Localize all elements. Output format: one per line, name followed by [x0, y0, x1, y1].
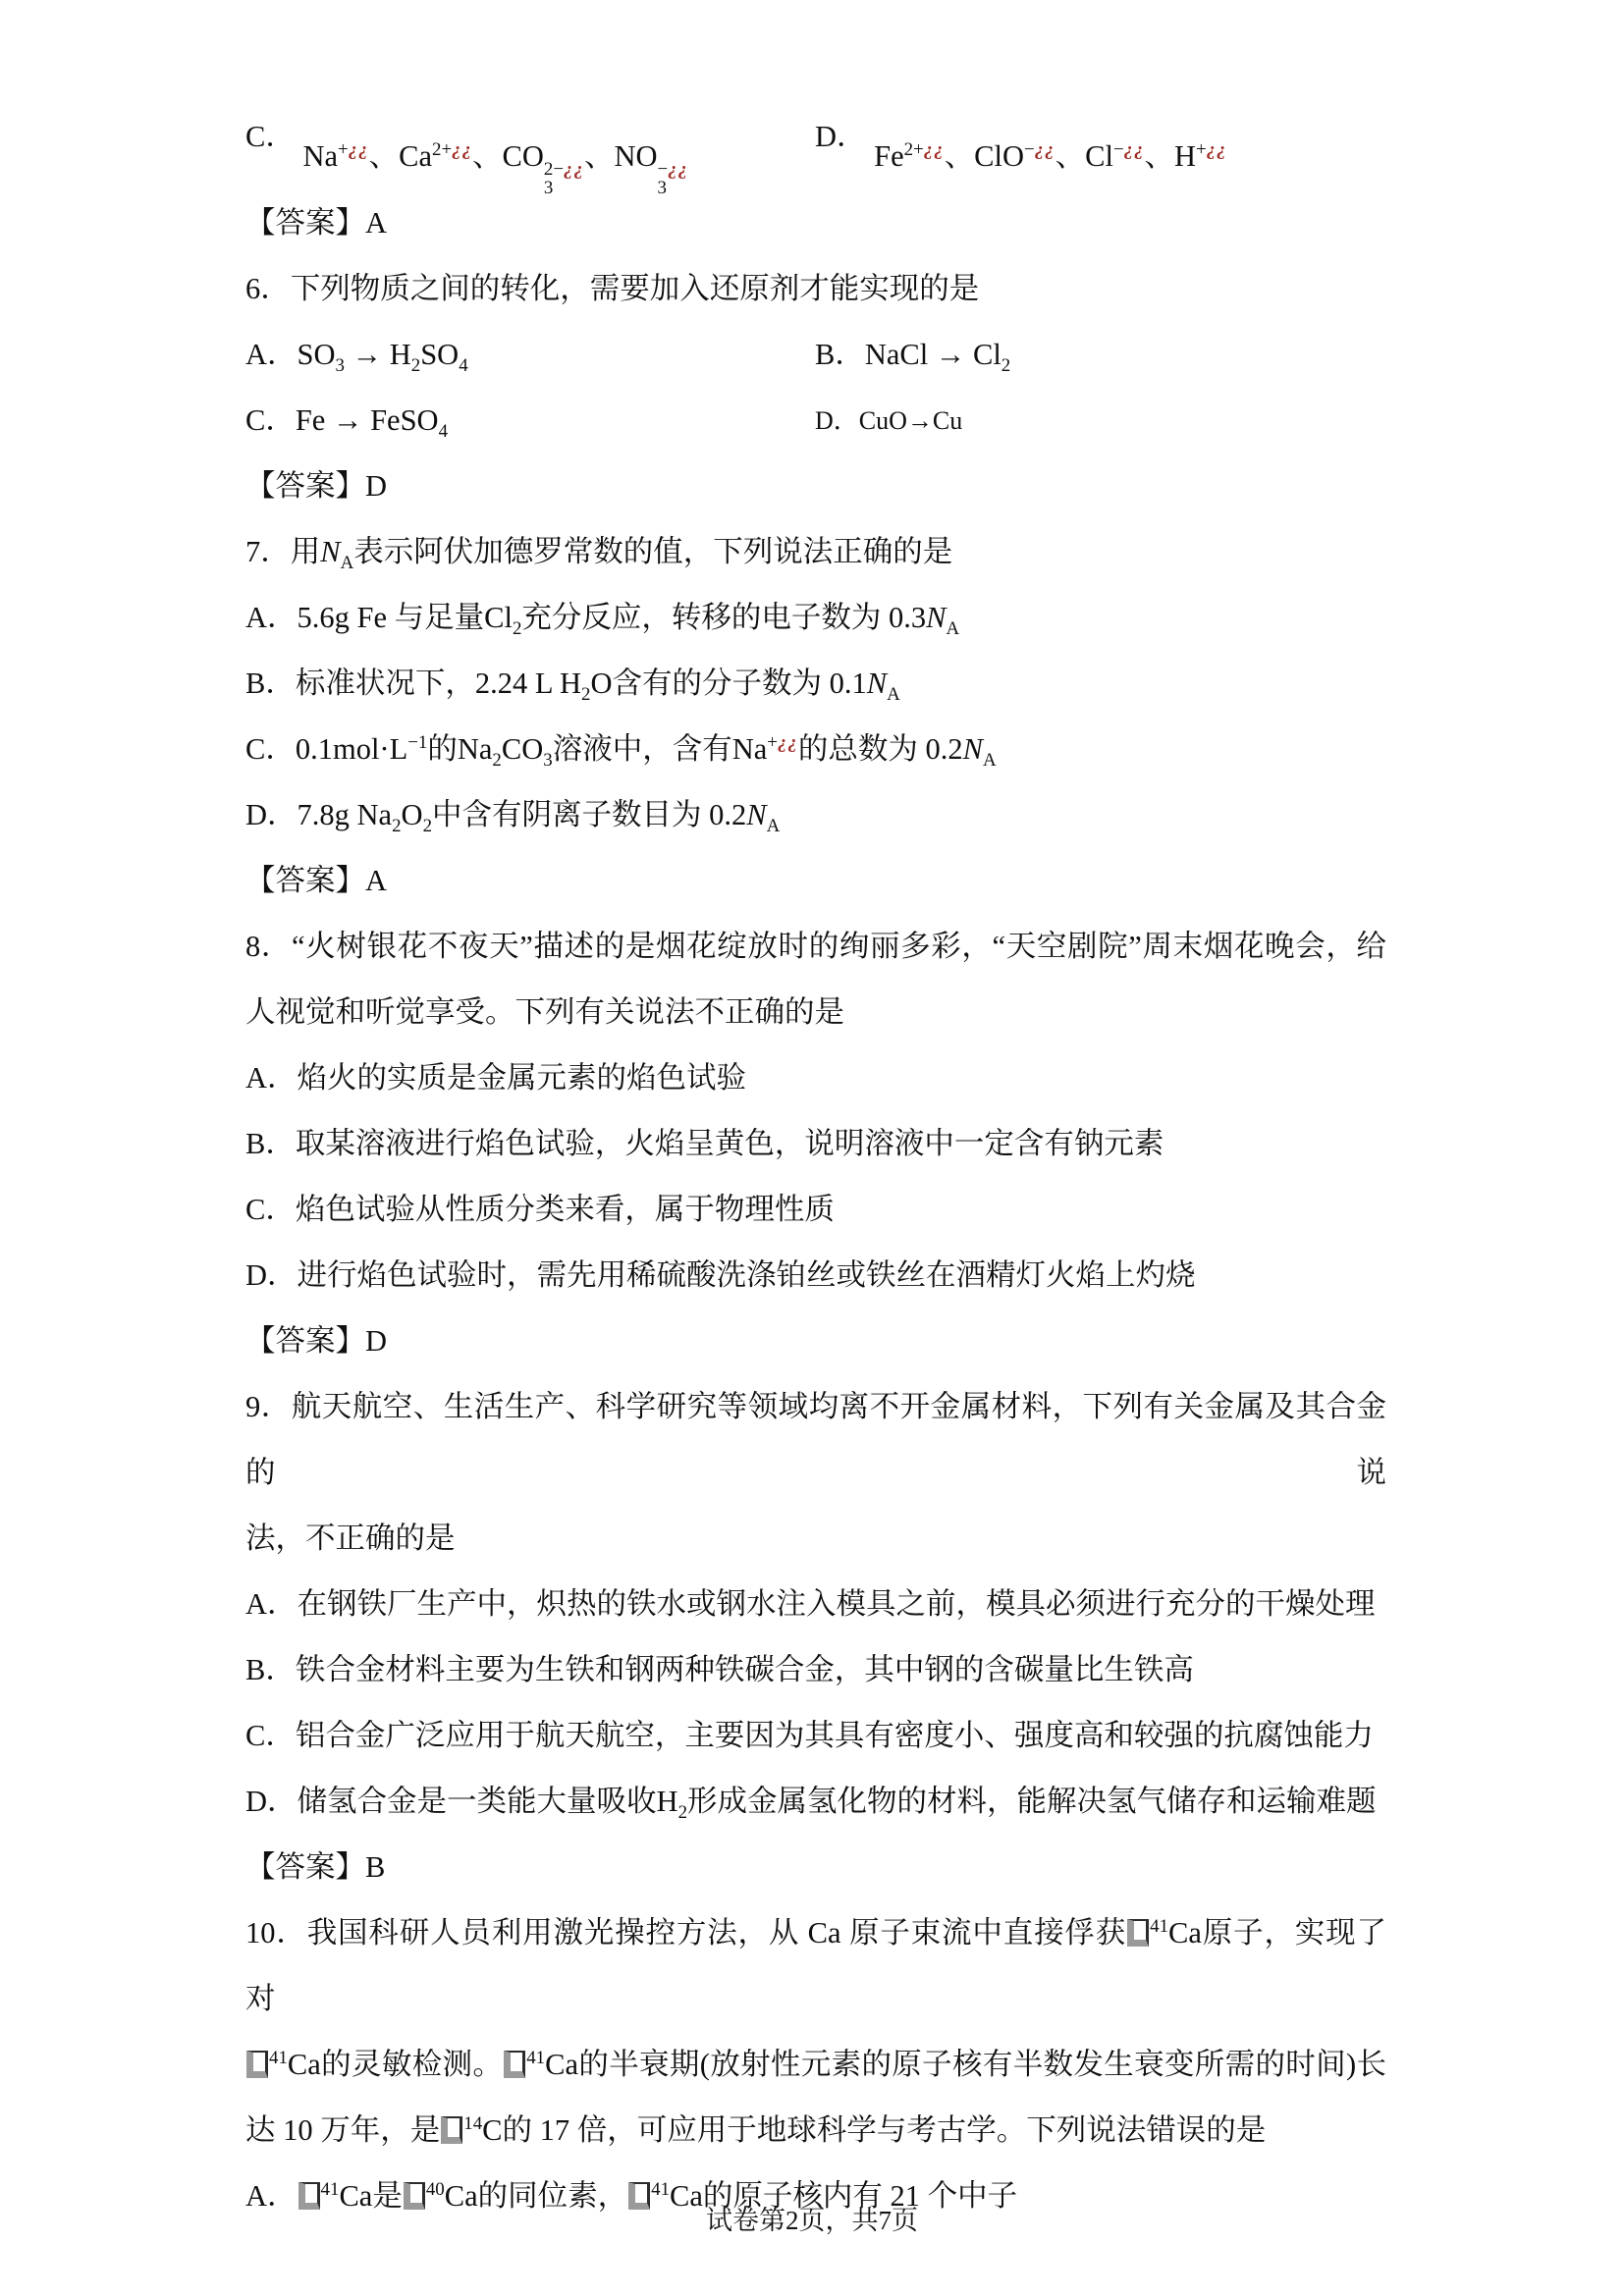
q5-option-d-label: D．: [815, 120, 867, 153]
q5-option-d-formula: $Fe^{2+¿¿}$、ClO−¿¿、Cl−¿¿、H+¿¿: [874, 138, 1227, 173]
q10-option-a: A． $^{41}$Ca是 $^{40}$Ca的同位素， $^{41}$Ca的原子核内有 21 个中子: [245, 2179, 1018, 2214]
q8-option-a: A．焰火的实质是金属元素的焰色试验: [245, 1061, 747, 1095]
q5-options-row: [245, 116, 1386, 199]
page-footer: 试卷第2页，共7页: [706, 2206, 918, 2235]
answer-prefix: 【答案】: [245, 206, 365, 240]
q5-option-c-formula: Na+¿¿、$Ca^{2+¿¿}$、CO 2−¿¿ 3 、NO −¿¿ 3: [302, 138, 689, 199]
q8-option-d: D．进行焰色试验时，需先用稀硫酸洗涤铂丝或铁丝在酒精灯火焰上灼烧: [245, 1258, 1196, 1293]
latex-artifact: ¿¿: [1123, 138, 1145, 160]
q7-option-a: A．5.6g Fe 与足量$Cl_2$充分反应，转移的电子数为 $0.3N_A$: [245, 601, 960, 640]
q7-answer: A: [365, 864, 388, 898]
q7-option-c: C．$0.1mol\cdot L^{-1}$的$Na_2CO_3$溶液中，含有Na+¿¿的总数为 $0.2N_A$: [245, 732, 997, 772]
q9-stem-line-1: 9．航天航空、生活生产、科学研究等领域均离不开金属材料，下列有关金属及其合金的说: [245, 1390, 1386, 1490]
q6-option-a: A．$SO_3 \to H_2SO_4$: [245, 338, 468, 377]
latex-artifact: ¿¿: [564, 158, 584, 180]
q6-answer: D: [365, 469, 388, 504]
missing-glyph-box: [504, 2051, 525, 2078]
q6-option-b: B．NaCl → $Cl_2$: [815, 338, 1011, 377]
q8-answer: D: [365, 1324, 388, 1359]
q9-option-d: D．储氢合金是一类能大量吸收$H_2$形成金属氢化物的材料，能解决氢气储存和运输难题: [245, 1785, 1377, 1824]
q8-option-c: C．焰色试验从性质分类来看，属于物理性质: [245, 1193, 835, 1227]
q5-option-d: [815, 116, 1386, 190]
q8-stem-line-2: 人视觉和听觉享受。下列有关说法不正确的是: [245, 995, 844, 1030]
latex-artifact: ¿¿: [923, 138, 945, 160]
q6-options-row-2: [245, 388, 1386, 454]
latex-artifact: ¿¿: [452, 138, 473, 160]
q6-answer-line: [245, 454, 1386, 519]
q5-option-c-label: C．: [245, 120, 296, 153]
answer-prefix: 【答案】: [245, 1324, 365, 1359]
q7-option-d: D．7.8g $Na_2O_2$中含有阴离子数目为 $0.2N_A$: [245, 798, 781, 837]
q9-option-b: B．铁合金材料主要为生铁和钢两种铁碳合金，其中钢的含碳量比生铁高: [245, 1653, 1194, 1687]
q8-option-b: B．取某溶液进行焰色试验，火焰呈黄色，说明溶液中一定含有钠元素: [245, 1127, 1164, 1161]
q9-option-c: C．铝合金广泛应用于航天航空，主要因为其具有密度小、强度高和较强的抗腐蚀能力: [245, 1719, 1374, 1753]
q10-stem-line-1: 10．我国科研人员利用激光操控方法，从 Ca 原子束流中直接俘获 $^{41}$Ca原子，实现了对: [245, 1916, 1386, 2016]
latex-artifact: ¿¿: [668, 158, 689, 180]
answer-prefix: 【答案】: [245, 469, 365, 504]
q7-stem: 7．用$N_A$表示阿伏加德罗常数的值，下列说法正确的是: [245, 535, 953, 574]
q9-stem-line-2: 法，不正确的是: [245, 1522, 456, 1556]
q9-answer: B: [365, 1850, 386, 1885]
latex-artifact: ¿¿: [777, 732, 798, 754]
q9-answer-line: [245, 1835, 1386, 1900]
q6-stem: 6．下列物质之间的转化，需要加入还原剂才能实现的是: [245, 272, 980, 306]
q10-stem-line-2: $^{41}$Ca的灵敏检测。 $^{41}$Ca的半衰期(放射性元素的原子核有半数发生衰变所需的时间)长: [245, 2032, 1386, 2098]
q8-stem-line-1: 8．“火树银花不夜天”描述的是烟花绽放时的绚丽多彩，“天空剧院”周末烟花晚会，给: [245, 930, 1386, 964]
q7-option-b: B．标准状况下，2.24 L $H_2O$含有的分子数为 $0.1N_A$: [245, 667, 900, 706]
missing-glyph-box: [1127, 1919, 1149, 1947]
q5-answer: A: [365, 206, 388, 240]
latex-artifact: ¿¿: [1034, 138, 1056, 160]
latex-artifact: ¿¿: [1206, 138, 1227, 160]
answer-prefix: 【答案】: [245, 1850, 365, 1885]
exam-content: [245, 116, 1386, 2229]
missing-glyph-box: [441, 2116, 462, 2144]
q5-option-c: [245, 116, 815, 199]
missing-glyph-box: [246, 2051, 268, 2078]
q6-option-c: C．Fe → FeSO$_4$: [245, 403, 449, 443]
q6-option-d: D．CuO→Cu: [815, 406, 963, 436]
latex-artifact: ¿¿: [348, 138, 369, 160]
answer-prefix: 【答案】: [245, 864, 365, 898]
q10-stem-line-3: 达 10 万年，是 $^{14}$C的 17 倍，可应用于地球科学与考古学。下列说法错误的是: [245, 2113, 1267, 2148]
q6-options-row-1: [245, 322, 1386, 388]
q7-answer-line: [245, 848, 1386, 914]
q5-answer-line: [245, 190, 1386, 256]
q8-answer-line: [245, 1308, 1386, 1374]
q9-option-a: A．在钢铁厂生产中，炽热的铁水或钢水注入模具之前，模具必须进行充分的干燥处理: [245, 1587, 1376, 1622]
